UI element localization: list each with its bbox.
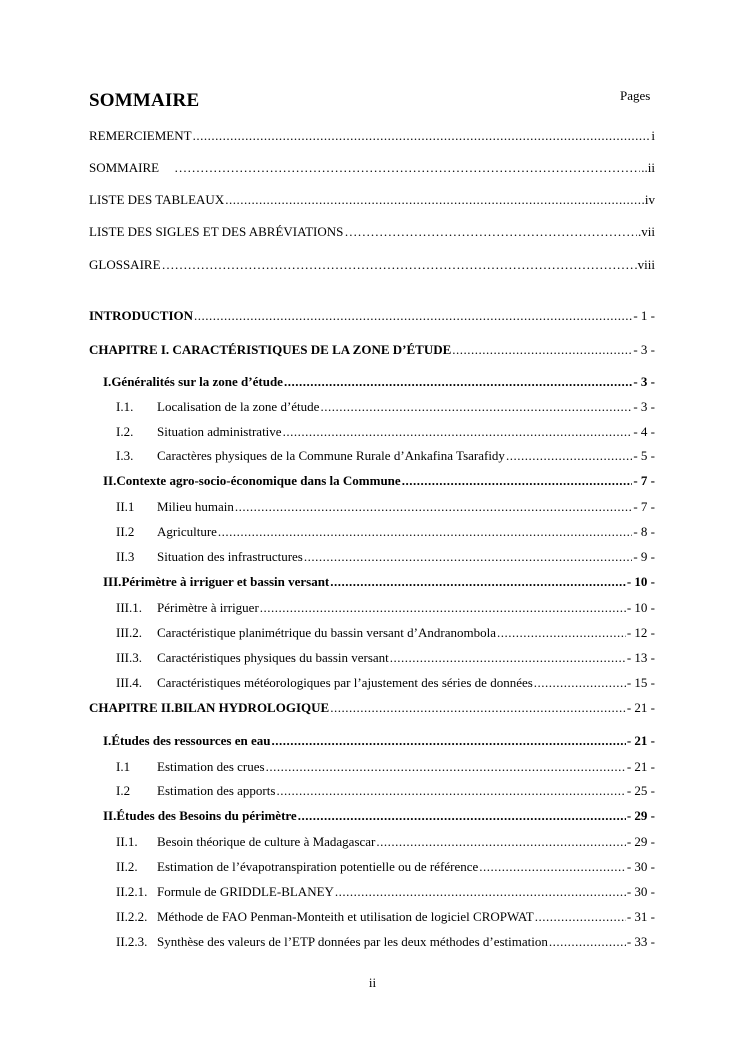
pages-column-label: Pages [620,88,651,103]
toc-entry-subsection[interactable] [116,650,655,668]
toc-entry-page: viii [637,257,655,272]
dot-leader [330,700,626,716]
toc-entry-text: Caractéristique planimétrique du bassin versant d’Andranombola [157,625,496,640]
toc-entry-text: GLOSSAIRE [89,257,161,272]
toc-entry-page: - 1 - [633,308,655,323]
toc-entry-subsection[interactable] [116,499,655,517]
toc-entry-number: I.1 [116,759,131,774]
toc-entry-text: Milieu humain [157,499,234,514]
dot-leader [479,859,626,875]
toc-entry-liste-tableaux[interactable] [89,192,655,210]
toc-entry-introduction[interactable] [89,308,655,326]
dot-leader [534,675,626,691]
page-title: SOMMAIRE [89,90,200,111]
dot-leader [174,160,640,176]
toc-entry-page: - 31 - [626,909,655,924]
toc-entry-page: - 30 - [626,884,655,899]
dot-leader [235,499,632,515]
dot-leader [266,759,626,775]
toc-entry-section-2[interactable] [103,473,655,491]
toc-entry-text: Périmètre à irriguer [157,600,259,615]
toc-entry-page: - 7 - [633,499,655,514]
toc-entry-page: - 29 - [626,808,655,823]
toc-entry-sommaire[interactable] [89,160,655,178]
dot-leader [402,473,633,489]
toc-entry-page: - 25 - [626,783,655,798]
dot-leader [283,424,633,440]
toc-entry-page: iv [644,192,655,207]
toc-entry-subsection[interactable] [116,675,655,693]
toc-entry-page: - 21 - [626,759,655,774]
toc-entry-page: - 4 - [633,424,655,439]
dot-leader [304,549,632,565]
page-number: ii [368,975,377,990]
toc-entry-text: Formule de GRIDDLE-BLANEY [157,884,334,899]
toc-entry-page: - 3 - [633,342,655,357]
toc-entry-number: II.2.2. [116,909,148,924]
toc-entry-number: II. [103,808,117,823]
dot-leader [452,342,632,358]
toc-entry-subsection[interactable] [116,600,655,618]
toc-entry-text: Périmètre à irriguer et bassin versant [121,574,330,589]
toc-entry-subsection[interactable] [116,625,655,643]
dot-leader [497,625,626,641]
toc-entry-page: - 3 - [633,374,655,389]
dot-leader [376,834,625,850]
toc-entry-remerciement[interactable] [89,128,655,146]
toc-entry-text: Estimation des apports [157,783,276,798]
toc-entry-text: Méthode de FAO Penman-Monteith et utilisation de logiciel CROPWAT [157,909,534,924]
toc-entry-text: LISTE DES TABLEAUX [89,192,225,207]
toc-entry-section-1[interactable] [103,374,655,392]
toc-entry-text: CHAPITRE II.BILAN HYDROLOGIQUE [89,700,330,715]
toc-entry-number: III.1. [116,600,142,615]
toc-entry-text: REMERCIEMENT [89,128,192,143]
toc-entry-number: II.2 [116,524,135,539]
dot-leader [298,808,626,824]
toc-entry-text: Synthèse des valeurs de l’ETP données par les deux méthodes d’estimation [157,934,548,949]
toc-entry-page: - 21 - [626,733,655,748]
toc-entry-page: - 29 - [626,834,655,849]
dot-leader [506,448,632,464]
toc-entry-subsection[interactable] [116,859,655,877]
toc-entry-page: ..ii [641,160,655,175]
dot-leader [284,374,632,390]
dot-leader [344,224,637,240]
toc-entry-text: Situation administrative [157,424,282,439]
toc-entry-number: I.1. [116,399,134,414]
toc-entry-text: Caractéristiques physiques du bassin versant [157,650,389,665]
toc-entry-text: SOMMAIRE [89,160,160,175]
toc-entry-number: II.2. [116,859,138,874]
toc-entry-page: - 33 - [626,934,655,949]
dot-leader [225,192,644,208]
toc-entry-subsection[interactable] [116,448,655,466]
dot-leader [535,909,626,925]
toc-entry-page: - 7 - [633,473,655,488]
toc-entry-text: Contexte agro-socio-économique dans la Commune [116,473,401,488]
toc-entry-text: Caractéristiques météorologiques par l’ajustement des séries de données [157,675,533,690]
toc-entry-text: Caractères physiques de la Commune Rurale d’Ankafina Tsarafidy [157,448,505,463]
toc-entry-page: - 8 - [633,524,655,539]
toc-entry-number: II.3 [116,549,135,564]
toc-entry-number: I.3. [116,448,134,463]
toc-entry-subsection[interactable] [116,884,655,902]
dot-leader [549,934,626,950]
toc-entry-number: III. [103,574,122,589]
dot-leader [320,399,632,415]
toc-entry-page: - 10 - [626,600,655,615]
toc-entry-subsection[interactable] [116,934,655,952]
toc-entry-text: Études des Besoins du périmètre [116,808,297,823]
toc-entry-subsection[interactable] [116,549,655,567]
toc-entry-text: Études des ressources en eau [111,733,271,748]
toc-entry-page: .vii [638,224,655,239]
dot-leader [218,524,632,540]
toc-entry-text: LISTE DES SIGLES ET DES ABRÉVIATIONS [89,224,344,239]
toc-entry-page: - 30 - [626,859,655,874]
toc-entry-subsection[interactable] [116,524,655,542]
toc-entry-number: II. [103,473,117,488]
toc-entry-subsection[interactable] [116,834,655,852]
toc-entry-number: III.3. [116,650,142,665]
dot-leader [271,733,625,749]
toc-entry-section-3[interactable] [103,574,655,592]
dot-leader [194,308,632,324]
toc-entry-text: Estimation de l’évapotranspiration potentielle ou de référence [157,859,479,874]
toc-entry-number: I.2. [116,424,134,439]
toc-entry-number: II.2.1. [116,884,148,899]
toc-entry-number: III.4. [116,675,142,690]
toc-entry-page: - 15 - [626,675,655,690]
toc-entry-page: - 5 - [633,448,655,463]
toc-entry-subsection[interactable] [116,399,655,417]
toc-entry-page: - 13 - [626,650,655,665]
toc-entry-subsection[interactable] [116,759,655,777]
toc-entry-number: III.2. [116,625,142,640]
toc-entry-glossaire[interactable] [89,257,655,275]
toc-entry-text: CHAPITRE I. CARACTÉRISTIQUES DE LA ZONE D’ÉTUDE [89,342,452,357]
dot-leader [193,128,651,144]
toc-entry-liste-sigles[interactable] [89,224,655,242]
dot-leader [330,574,626,590]
toc-entry-chapitre-2[interactable] [89,700,655,718]
dot-leader [276,783,625,799]
toc-entry-number: II.1 [116,499,135,514]
toc-entry-number: II.2.3. [116,934,148,949]
dot-leader [390,650,626,666]
toc-entry-text: Situation des infrastructures [157,549,303,564]
dot-leader [260,600,626,616]
toc-entry-text: INTRODUCTION [89,308,194,323]
toc-entry-page: - 9 - [633,549,655,564]
toc-entry-number: I.2 [116,783,131,798]
toc-entry-page: - 21 - [626,700,655,715]
toc-entry-text: Agriculture [157,524,217,539]
toc-entry-text: Estimation des crues [157,759,265,774]
toc-entry-text: Besoin théorique de culture à Madagascar [157,834,376,849]
toc-entry-subsection[interactable] [116,909,655,927]
toc-entry-section-2[interactable] [103,808,655,826]
toc-entry-subsection[interactable] [116,783,655,801]
toc-entry-chapitre-1[interactable] [89,342,655,360]
toc-entry-page: - 10 - [626,574,655,589]
dot-leader [162,257,637,273]
toc-entry-page: - 12 - [626,625,655,640]
toc-entry-subsection[interactable] [116,424,655,442]
toc-entry-text: Généralités sur la zone d’étude [111,374,283,389]
dot-leader [335,884,626,900]
toc-entry-text: Localisation de la zone d’étude [157,399,320,414]
toc-entry-number: II.1. [116,834,138,849]
toc-entry-page: i [651,128,655,143]
toc-entry-number: I. [103,733,112,748]
toc-entry-number: I. [103,374,112,389]
toc-entry-section-1[interactable] [103,733,655,751]
toc-entry-page: - 3 - [633,399,655,414]
